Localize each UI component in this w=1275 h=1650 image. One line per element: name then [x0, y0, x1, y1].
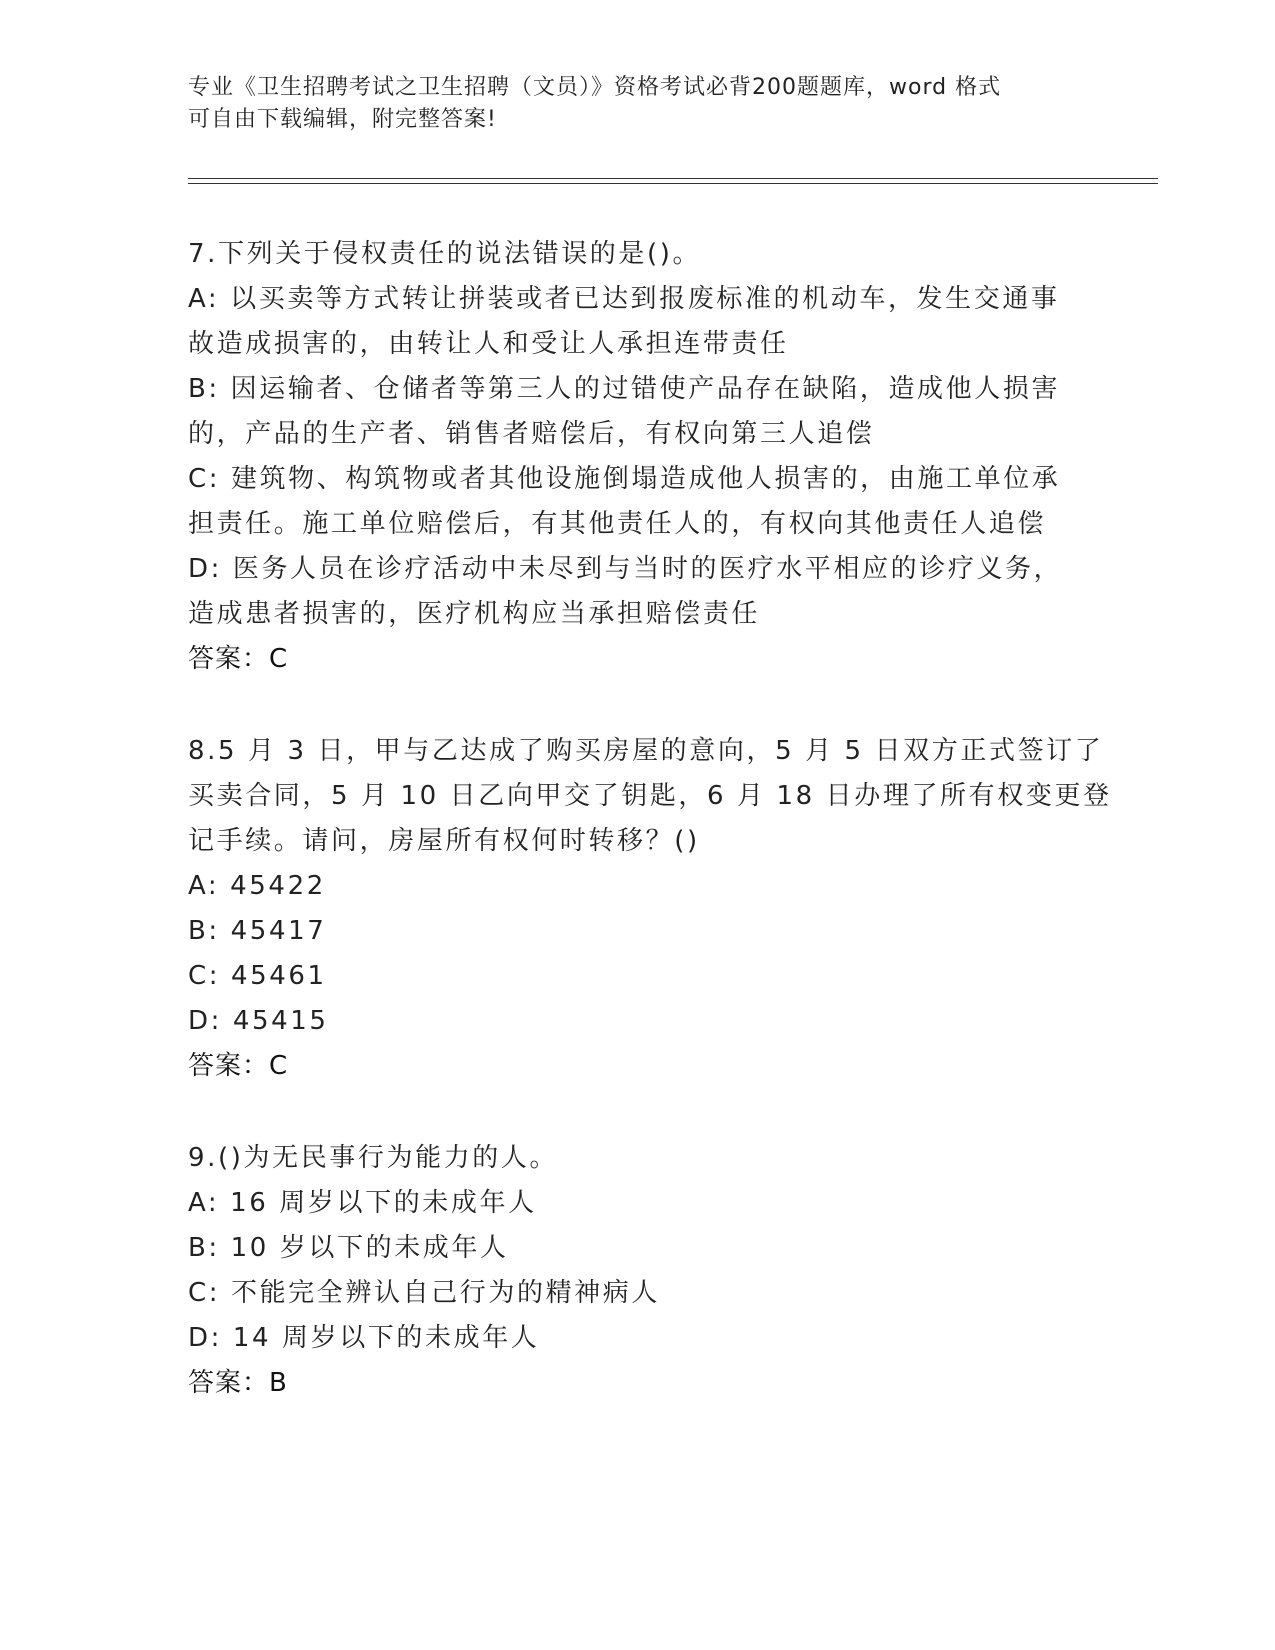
question-8 — [188, 729, 1112, 1089]
header-divider-top — [188, 178, 1158, 179]
header-title-line-1: 专业《卫生招聘考试之卫生招聘（文员）》资格考试必背200题题库，word 格式 — [188, 75, 1002, 100]
question-7-option-b-cont: 的，产品的生产者、销售者赔偿后，有权向第三人追偿 — [188, 419, 875, 449]
question-7-option-a-cont: 故造成损害的，由转让人和受让人承担连带责任 — [188, 329, 789, 359]
question-9 — [188, 1136, 1088, 1406]
question-8-option-a: A: 45422 — [188, 871, 326, 901]
question-7-option-c: C: 建筑物、构筑物或者其他设施倒塌造成他人损害的，由施工单位承 — [188, 464, 1061, 494]
question-8-answer: 答案：C — [188, 1051, 289, 1081]
question-7-option-c-cont: 担责任。施工单位赔偿后，有其他责任人的，有权向其他责任人追偿 — [188, 509, 1047, 539]
question-9-option-a: A: 16 周岁以下的未成年人 — [188, 1188, 537, 1218]
question-9-option-c: C: 不能完全辨认自己行为的精神病人 — [188, 1278, 660, 1308]
document-header — [188, 72, 1068, 136]
question-7-option-a: A: 以买卖等方式转让拼装或者已达到报废标准的机动车，发生交通事 — [188, 284, 1060, 314]
question-8-stem-line-3: 记手续。请问，房屋所有权何时转移？() — [188, 826, 700, 856]
question-7-option-b: B: 因运输者、仓储者等第三人的过错使产品存在缺陷，造成他人损害 — [188, 374, 1061, 404]
question-9-answer: 答案：B — [188, 1368, 288, 1398]
question-8-option-c: C: 45461 — [188, 961, 327, 991]
question-8-stem-line-2: 买卖合同，5 月 10 日乙向甲交了钥匙，6 月 18 日办理了所有权变更登 — [188, 781, 1112, 811]
question-9-option-d: D: 14 周岁以下的未成年人 — [188, 1323, 540, 1353]
question-9-option-b: B: 10 岁以下的未成年人 — [188, 1233, 509, 1263]
header-divider-bottom — [188, 183, 1158, 184]
question-7 — [188, 232, 1088, 682]
question-7-answer: 答案：C — [188, 644, 289, 674]
question-8-stem-line-1: 8.5 月 3 日，甲与乙达成了购买房屋的意向，5 月 5 日双方正式签订了 — [188, 736, 1104, 766]
question-list — [188, 232, 1112, 1453]
question-7-option-d-cont: 造成患者损害的，医疗机构应当承担赔偿责任 — [188, 599, 761, 629]
header-title-line-2: 可自由下载编辑，附完整答案! — [188, 107, 497, 132]
question-9-stem: 9.()为无民事行为能力的人。 — [188, 1143, 559, 1173]
question-8-option-b: B: 45417 — [188, 916, 327, 946]
question-8-option-d: D: 45415 — [188, 1006, 329, 1036]
question-7-stem: 7.下列关于侵权责任的说法错误的是()。 — [188, 239, 702, 269]
question-7-option-d: D: 医务人员在诊疗活动中未尽到与当时的医疗水平相应的诊疗义务， — [188, 554, 1063, 584]
